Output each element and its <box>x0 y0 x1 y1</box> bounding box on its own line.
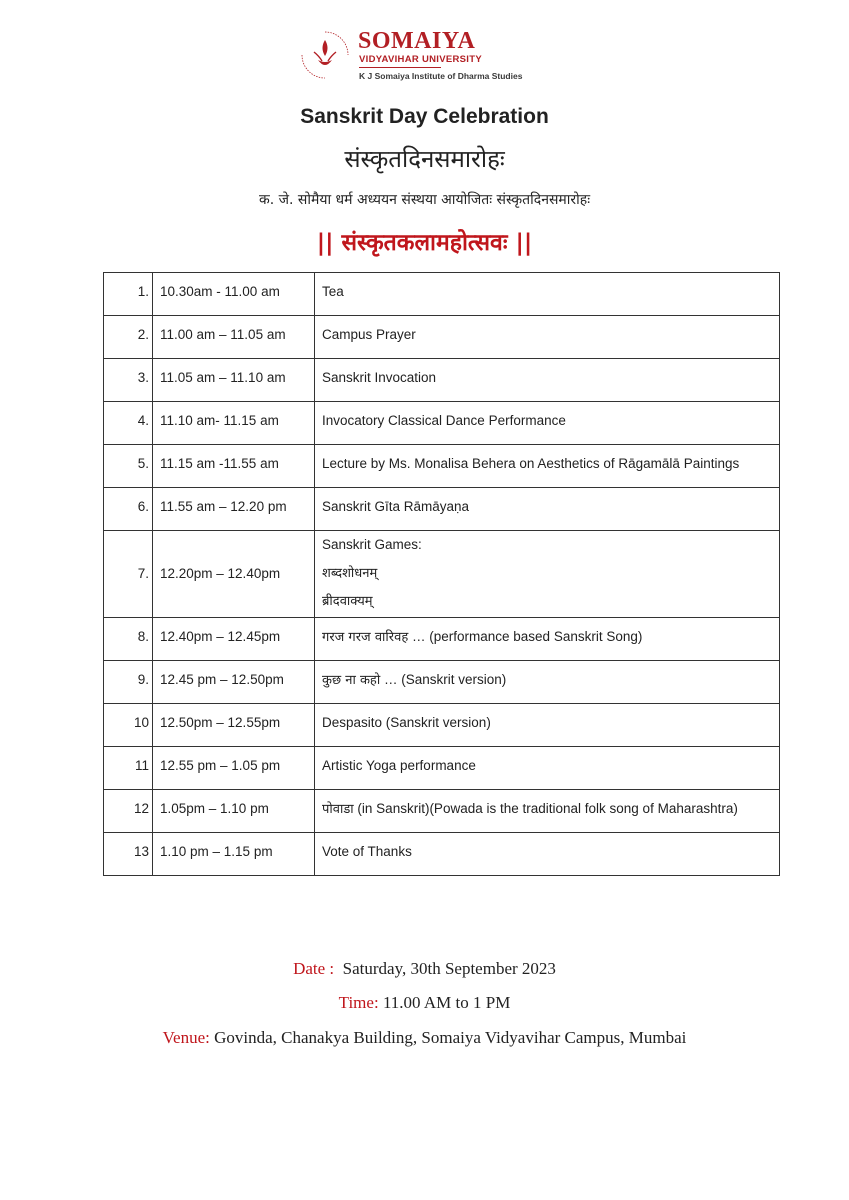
somaiya-seal-icon <box>296 26 354 84</box>
row-time: 12.45 pm – 12.50pm <box>153 660 315 703</box>
row-item-sanskrit: पोवाडा <box>322 801 354 817</box>
somaiya-logo <box>296 26 566 84</box>
row-item: Sanskrit Gīta Rāmāyaṇa <box>315 488 780 531</box>
event-venue <box>0 1026 849 1050</box>
date-label: Date : <box>293 959 335 978</box>
row-number: 5. <box>104 445 153 488</box>
row-time: 10.30am - 11.00 am <box>153 273 315 316</box>
time-label: Time: <box>338 993 379 1012</box>
row-item: Tea <box>315 273 780 316</box>
row-time: 12.50pm – 12.55pm <box>153 703 315 746</box>
row-item: Vote of Thanks <box>315 832 780 875</box>
brand-subtitle: VIDYAVIHAR UNIVERSITY <box>359 54 482 65</box>
row-item <box>315 617 780 660</box>
event-title: Sanskrit Day Celebration <box>300 105 549 128</box>
row-item: Lecture by Ms. Monalisa Behera on Aesthetics of Rāgamālā Paintings <box>315 445 780 488</box>
games-heading: Sanskrit Games: <box>322 537 422 552</box>
row-item-text: (in Sanskrit)(Powada is the traditional folk song of Maharashtra) <box>353 800 738 816</box>
row-item-sanskrit: कुछ ना कहो <box>322 672 381 688</box>
table-row <box>104 617 780 660</box>
time-value: 11.00 AM to 1 PM <box>382 993 511 1012</box>
row-time: 11.15 am -11.55 am <box>153 445 315 488</box>
row-number: 8. <box>104 617 153 660</box>
row-number: 7. <box>104 531 153 618</box>
row-number: 1. <box>104 273 153 316</box>
row-item-text: … (Sanskrit version) <box>380 671 507 687</box>
row-number: 2. <box>104 316 153 359</box>
event-title-sanskrit: संस्कृतदिनसमारोहः <box>344 145 505 173</box>
row-item-text: … (performance based Sanskrit Song) <box>408 628 643 644</box>
brand-name: SOMAIYA <box>358 28 476 54</box>
row-number: 12 <box>104 789 153 832</box>
table-row <box>104 316 780 359</box>
row-item <box>315 660 780 703</box>
table-row <box>104 359 780 402</box>
row-item: Artistic Yoga performance <box>315 746 780 789</box>
row-item: Sanskrit Invocation <box>315 359 780 402</box>
row-number: 6. <box>104 488 153 531</box>
table-row <box>104 402 780 445</box>
row-time: 11.05 am – 11.10 am <box>153 359 315 402</box>
table-row <box>104 746 780 789</box>
row-item <box>315 531 780 618</box>
brand-divider <box>359 67 441 68</box>
venue-label: Venue: <box>162 1028 210 1047</box>
row-number: 13 <box>104 832 153 875</box>
row-number: 9. <box>104 660 153 703</box>
table-row <box>104 488 780 531</box>
date-value: Saturday, 30th September 2023 <box>342 959 556 978</box>
row-time: 1.05pm – 1.10 pm <box>153 789 315 832</box>
table-row <box>104 531 780 618</box>
row-item: Despasito (Sanskrit version) <box>315 703 780 746</box>
row-number: 10 <box>104 703 153 746</box>
row-number: 11 <box>104 746 153 789</box>
schedule-table <box>103 272 780 876</box>
table-row <box>104 660 780 703</box>
festival-title: || संस्कृतकलामहोत्सवः || <box>316 230 533 256</box>
event-time <box>0 991 849 1015</box>
row-number: 3. <box>104 359 153 402</box>
institute-name: K J Somaiya Institute of Dharma Studies <box>359 71 523 81</box>
event-date <box>0 957 849 981</box>
row-item: Invocatory Classical Dance Performance <box>315 402 780 445</box>
venue-value: Govinda, Chanakya Building, Somaiya Vidyavihar Campus, Mumbai <box>214 1028 687 1047</box>
event-subtitle-sanskrit: क. जे. सोमैया धर्म अध्ययन संस्थया आयोजितः संस्कृतदिनसमारोहः <box>258 192 591 208</box>
table-row <box>104 703 780 746</box>
row-time: 11.10 am- 11.15 am <box>153 402 315 445</box>
row-time: 12.40pm – 12.45pm <box>153 617 315 660</box>
game-item: ब्रीदवाक्यम् <box>322 594 373 609</box>
row-time: 12.55 pm – 1.05 pm <box>153 746 315 789</box>
table-row <box>104 273 780 316</box>
table-row <box>104 832 780 875</box>
table-row <box>104 789 780 832</box>
row-item-sanskrit: गरज गरज वारिवह <box>322 629 409 645</box>
row-time: 1.10 pm – 1.15 pm <box>153 832 315 875</box>
row-number: 4. <box>104 402 153 445</box>
table-row <box>104 445 780 488</box>
game-item: शब्दशोधनम् <box>322 565 378 581</box>
row-time: 11.55 am – 12.20 pm <box>153 488 315 531</box>
row-time: 12.20pm – 12.40pm <box>153 531 315 618</box>
row-item <box>315 789 780 832</box>
row-item: Campus Prayer <box>315 316 780 359</box>
row-time: 11.00 am – 11.05 am <box>153 316 315 359</box>
